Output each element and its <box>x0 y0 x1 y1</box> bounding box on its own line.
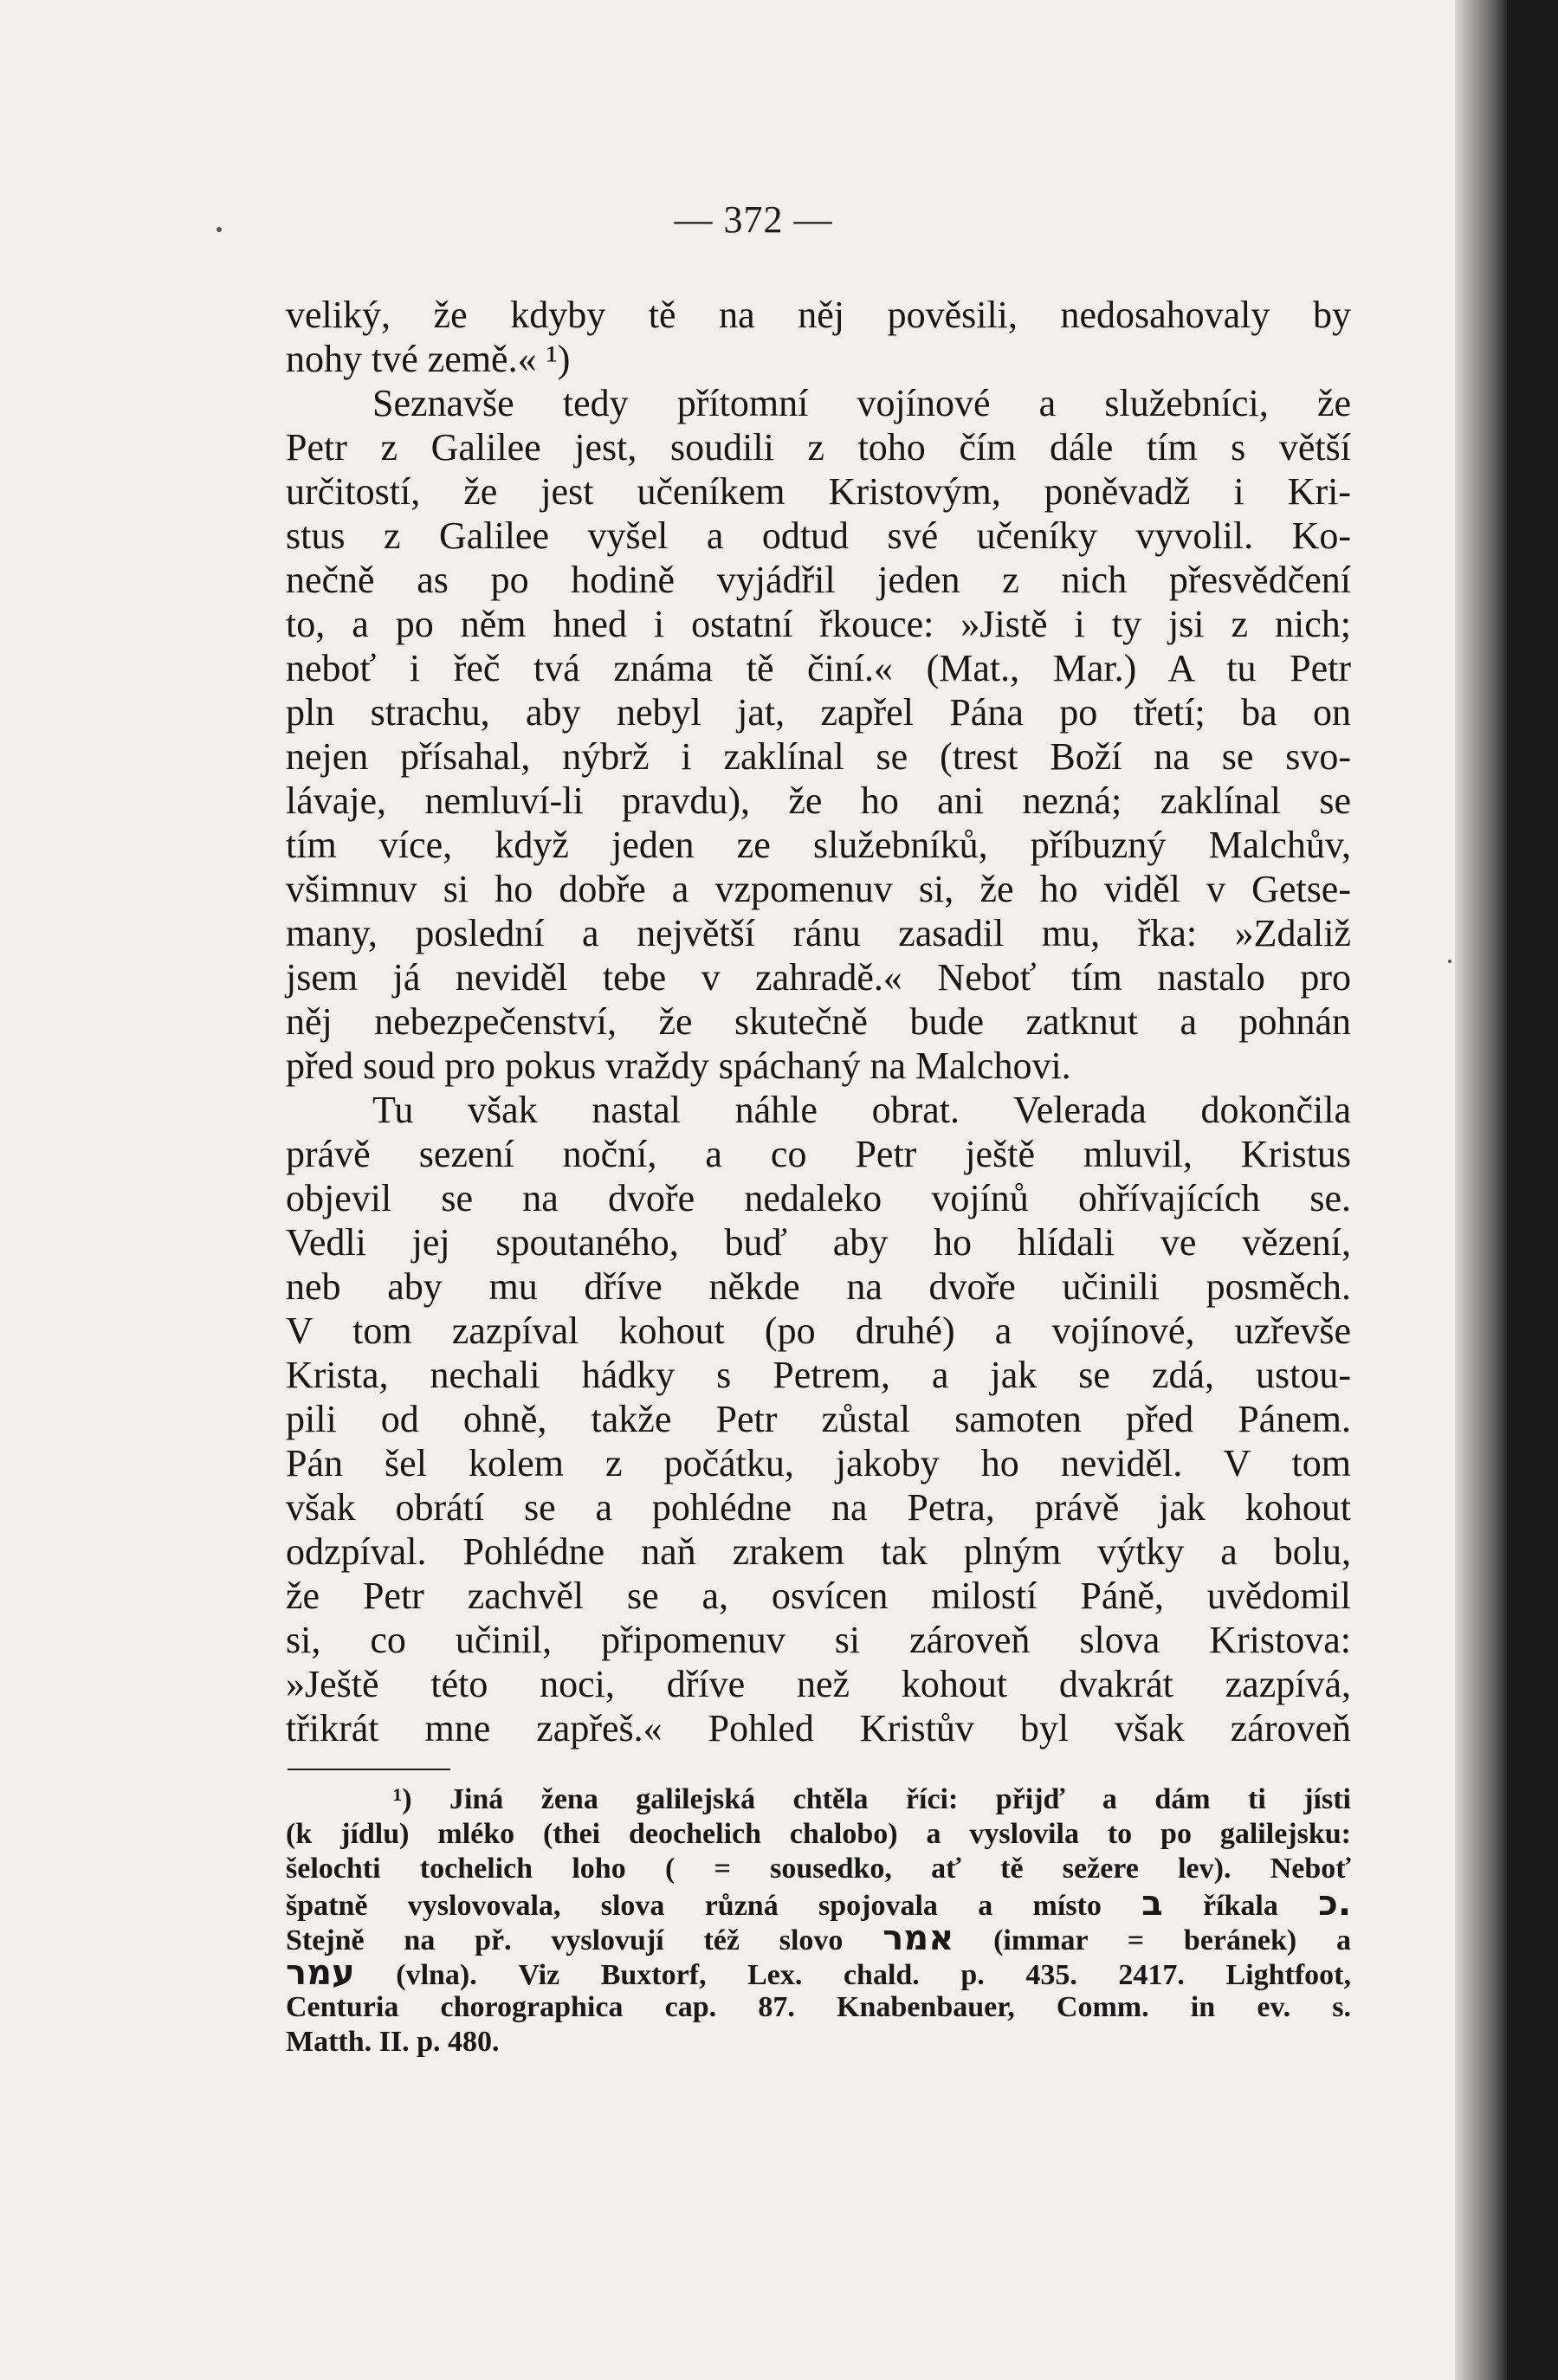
text-line: však obrátí se a pohlédne na Petra, právě jak kohout <box>286 1486 1351 1529</box>
text-line: many, poslední a největší ránu zasadil mu, řka: »Zdaliž <box>286 912 1351 954</box>
hebrew-word-immar: אמר <box>882 1918 954 1958</box>
text-line: pln strachu, aby nebyl jat, zapřel Pána po třetí; ba on <box>286 691 1351 734</box>
footnote-line: Centuria chorographica cap. 87. Knabenbauer, Comm. in ev. s. <box>286 1991 1351 2023</box>
text-line: veliký, že kdyby tě na něj pověsili, nedosahovaly by <box>286 294 1351 336</box>
text-line: odzpíval. Pohlédne naň zrakem tak plným výtky a bolu, <box>286 1530 1351 1573</box>
text-line: pili od ohně, takže Petr zůstal samoten před Pánem. <box>286 1398 1351 1440</box>
text-line: neb aby mu dříve někde na dvoře učinili posměch. <box>286 1265 1351 1308</box>
hebrew-letter-bet: ב <box>1141 1884 1163 1924</box>
hebrew-letter-kaf: כ. <box>1318 1884 1352 1924</box>
text-line: stus z Galilee vyšel a odtud své učeníky vyvolil. Ko- <box>286 514 1351 557</box>
footnote-text: (immar = beránek) a <box>993 1924 1351 1956</box>
page-number: — 372 — <box>674 198 833 241</box>
text-line: Petr z Galilee jest, soudili z toho čím dále tím s větší <box>286 426 1351 469</box>
text-line: nečně as po hodině vyjádřil jeden z nich přesvědčení <box>286 559 1351 601</box>
footnote-line: ¹) Jiná žena galilejská chtěla říci: přijď a dám ti jísti <box>393 1783 1351 1815</box>
text-line: Tu však nastal náhle obrat. Velerada dokončila <box>372 1089 1351 1131</box>
text-line: »Ještě této noci, dříve než kohout dvakrát zazpívá, <box>286 1663 1351 1705</box>
text-line: Seznavše tedy přítomní vojínové a služebníci, že <box>372 382 1351 424</box>
text-line: Vedli jej spoutaného, buď aby ho hlídali ve vězení, <box>286 1221 1351 1264</box>
footnote <box>286 1782 1351 2060</box>
text-line: právě sezení noční, a co Petr ještě mluvil, Kristus <box>286 1133 1351 1175</box>
text-line: Pán šel kolem z počátku, jakoby ho neviděl. V tom <box>286 1442 1351 1484</box>
footnote-divider <box>288 1769 450 1770</box>
footnote-line <box>286 1953 1352 1993</box>
footnote-text: špatně vyslovovala, slova různá spojovala a místo <box>286 1890 1102 1922</box>
main-text <box>286 293 1351 1750</box>
text-line: určitostí, že jest učeníkem Kristovým, poněvadž i Kri- <box>286 470 1351 513</box>
text-line: lávaje, nemluví-li pravdu), že ho ani nezná; zaklínal se <box>286 779 1351 822</box>
text-line: všimnuv si ho dobře a vzpomenuv si, že ho viděl v Getse- <box>286 868 1351 910</box>
text-line: nohy tvé země.« ¹) <box>286 338 571 380</box>
footnote-line: (k jídlu) mléko (thei deochelich chalobo) a vyslovila to po galilejsku: <box>286 1818 1351 1850</box>
footnote-line <box>286 1884 1352 1924</box>
paper-speck <box>1448 960 1451 963</box>
text-line: si, co učinil, připomenuv si zároveň slova Kristova: <box>286 1619 1351 1661</box>
footnote-line: Matth. II. p. 480. <box>286 2026 500 2058</box>
text-line: že Petr zachvěl se a, osvícen milostí Páně, uvědomil <box>286 1575 1351 1617</box>
text-line: před soud pro pokus vraždy spáchaný na Malchovi. <box>286 1044 1071 1087</box>
footnote-text: Stejně na př. vyslovují též slovo <box>286 1924 844 1956</box>
hebrew-word-amar: עמר <box>286 1953 355 1993</box>
text-line: to, a po něm hned i ostatní řkouce: »Jistě i ty jsi z nich; <box>286 603 1351 645</box>
footnote-text: (vlna). Viz Buxtorf, Lex. chald. p. 435. 2417. Lightfoot, <box>396 1959 1352 1991</box>
footnote-text: říkala <box>1202 1890 1278 1922</box>
text-line: neboť i řeč tvá známa tě činí.« (Mat., Mar.) A tu Petr <box>286 647 1351 689</box>
text-line: objevil se na dvoře nedaleko vojínů ohřívajících se. <box>286 1177 1351 1219</box>
text-line: jsem já neviděl tebe v zahradě.« Neboť tím nastalo pro <box>286 956 1351 999</box>
page-edge-shadow <box>1455 0 1507 2380</box>
text-line: V tom zazpíval kohout (po druhé) a vojínové, uzřevše <box>286 1310 1351 1352</box>
text-line: nejen přísahal, nýbrž i zaklínal se (trest Boží na se svo- <box>286 735 1351 778</box>
text-line: něj nebezpečenství, že skutečně bude zatknut a pohnán <box>286 1000 1351 1043</box>
text-line: třikrát mne zapřeš.« Pohled Kristův byl však zároveň <box>286 1707 1351 1749</box>
footnote-line: šelochti tochelich loho ( = sousedko, ať tě sežere lev). Neboť <box>286 1853 1351 1885</box>
text-line: tím více, když jeden ze služebníků, příbuzný Malchův, <box>286 824 1351 866</box>
footnote-line <box>286 1918 1351 1958</box>
text-line: Krista, nechali hádky s Petrem, a jak se zdá, ustou- <box>286 1354 1351 1396</box>
